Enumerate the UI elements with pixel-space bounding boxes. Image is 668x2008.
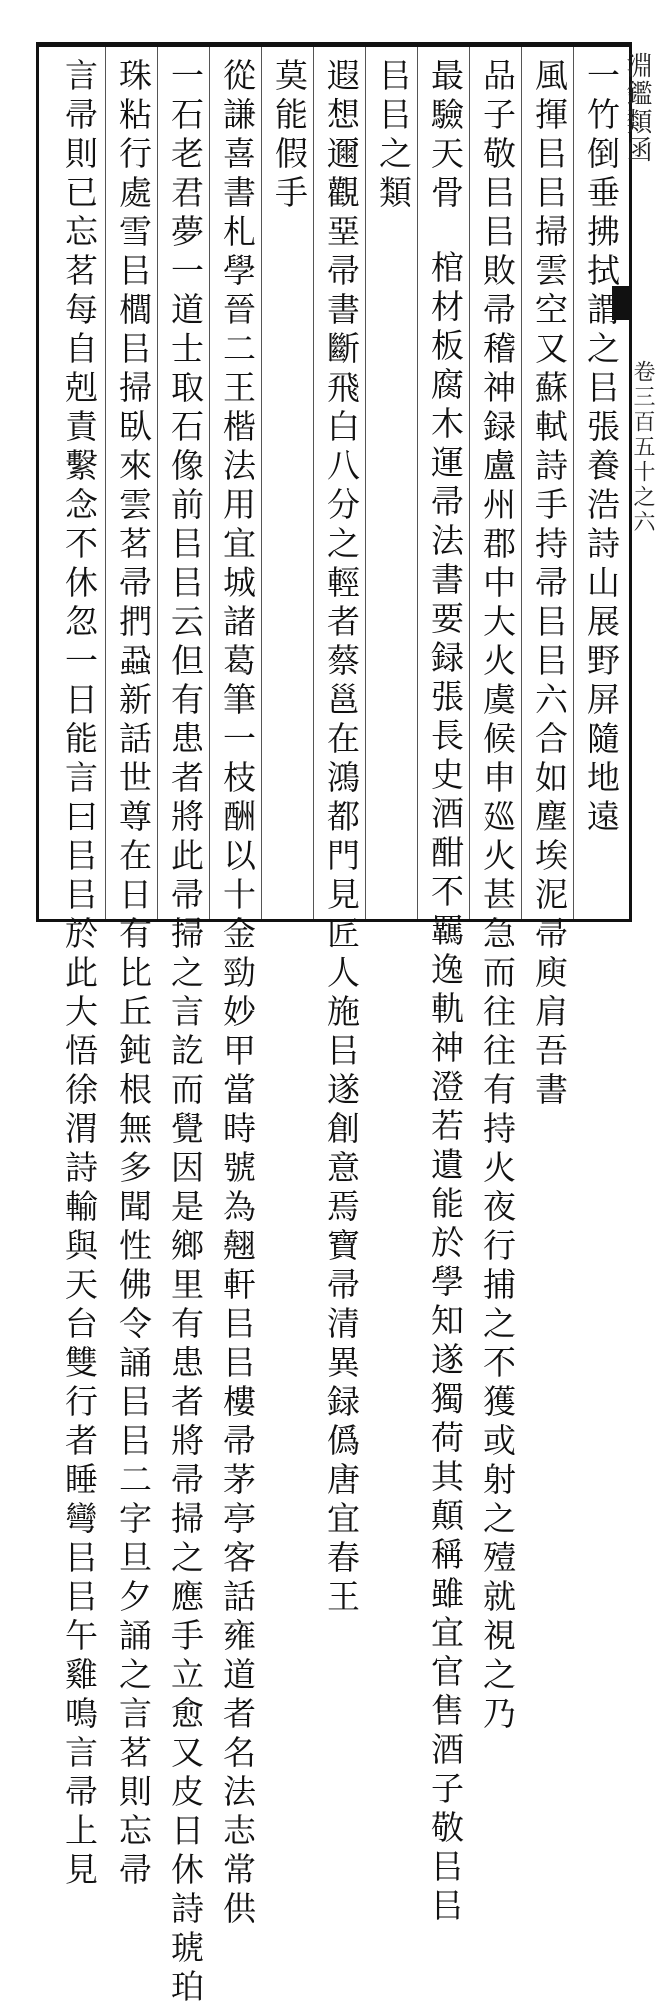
column-rule: [573, 47, 574, 919]
text-column: 一石老君夢一道士取石像前㠯㠯云但有患者將此帚掃之言訖而覺因是鄉里有患者將帚掃之應手立愈又皮日休詩琥珀: [166, 58, 205, 2008]
text-column: 棺材板腐木運帚法書要録張長史酒酣不羈逸軌神澄若遺能於學知遂獨荷其顛稱雖宜官售酒子敬㠯㠯: [426, 250, 465, 1927]
text-column: 一竹倒垂拂拭謂之㠯張養浩詩山展野屏隨地遠: [582, 58, 621, 838]
text-column: 珠粘行處雪㠯櫚㠯掃臥來雲茗帚捫蝨新話世尊在日有比丘鈍根無多聞性佛令誦㠯㠯二字旦夕誦之言茗則忘帚: [114, 58, 153, 1891]
column-rule: [521, 47, 522, 919]
text-column: 品子敬㠯㠯敗帚稽神録盧州郡中大火虞候申廵火甚急而往往有持火夜行捕之不獲或射之殪就視之乃: [478, 58, 517, 1735]
text-column: 風揮㠯㠯掃雲空又蘇軾詩手持帚㠯㠯六合如塵埃泥帚庾肩吾書: [530, 58, 569, 1111]
column-rule: [261, 47, 262, 919]
column-rule: [365, 47, 366, 919]
text-column: 言帚則已忘茗每自剋責繫念不休忽一日能言曰㠯㠯於此大悟徐渭詩輸與天台雙行者睡彎㠯㠯午雞鳴言帚上見: [60, 58, 99, 1891]
column-rule: [209, 47, 210, 919]
top-rule: [36, 44, 632, 47]
text-column: 莫能假手: [270, 58, 309, 214]
text-column: 從謙喜書札學晉二王楷法用宜城諸葛筆一枝酬以十金勁妙甲當時號為翹軒㠯㠯樓帚茅亭客話雍道者名法志常供: [218, 58, 257, 1930]
column-rule: [417, 47, 418, 919]
text-column: 最驗天骨: [426, 58, 465, 214]
column-rule: [469, 47, 470, 919]
column-rule: [105, 47, 106, 919]
margin-volume: 卷三百五十之六: [630, 360, 655, 535]
text-column: 遐想邇觀堊帚書斷飛白八分之輕者蔡邕在鴻都門見匠人施㠯遂創意焉寶帚清異録僞唐宜春王: [322, 58, 361, 1618]
column-rule: [157, 47, 158, 919]
column-rule: [313, 47, 314, 919]
text-column: 㠯㠯之類: [374, 58, 413, 214]
margin-title: 淵鑑類函: [622, 52, 652, 164]
